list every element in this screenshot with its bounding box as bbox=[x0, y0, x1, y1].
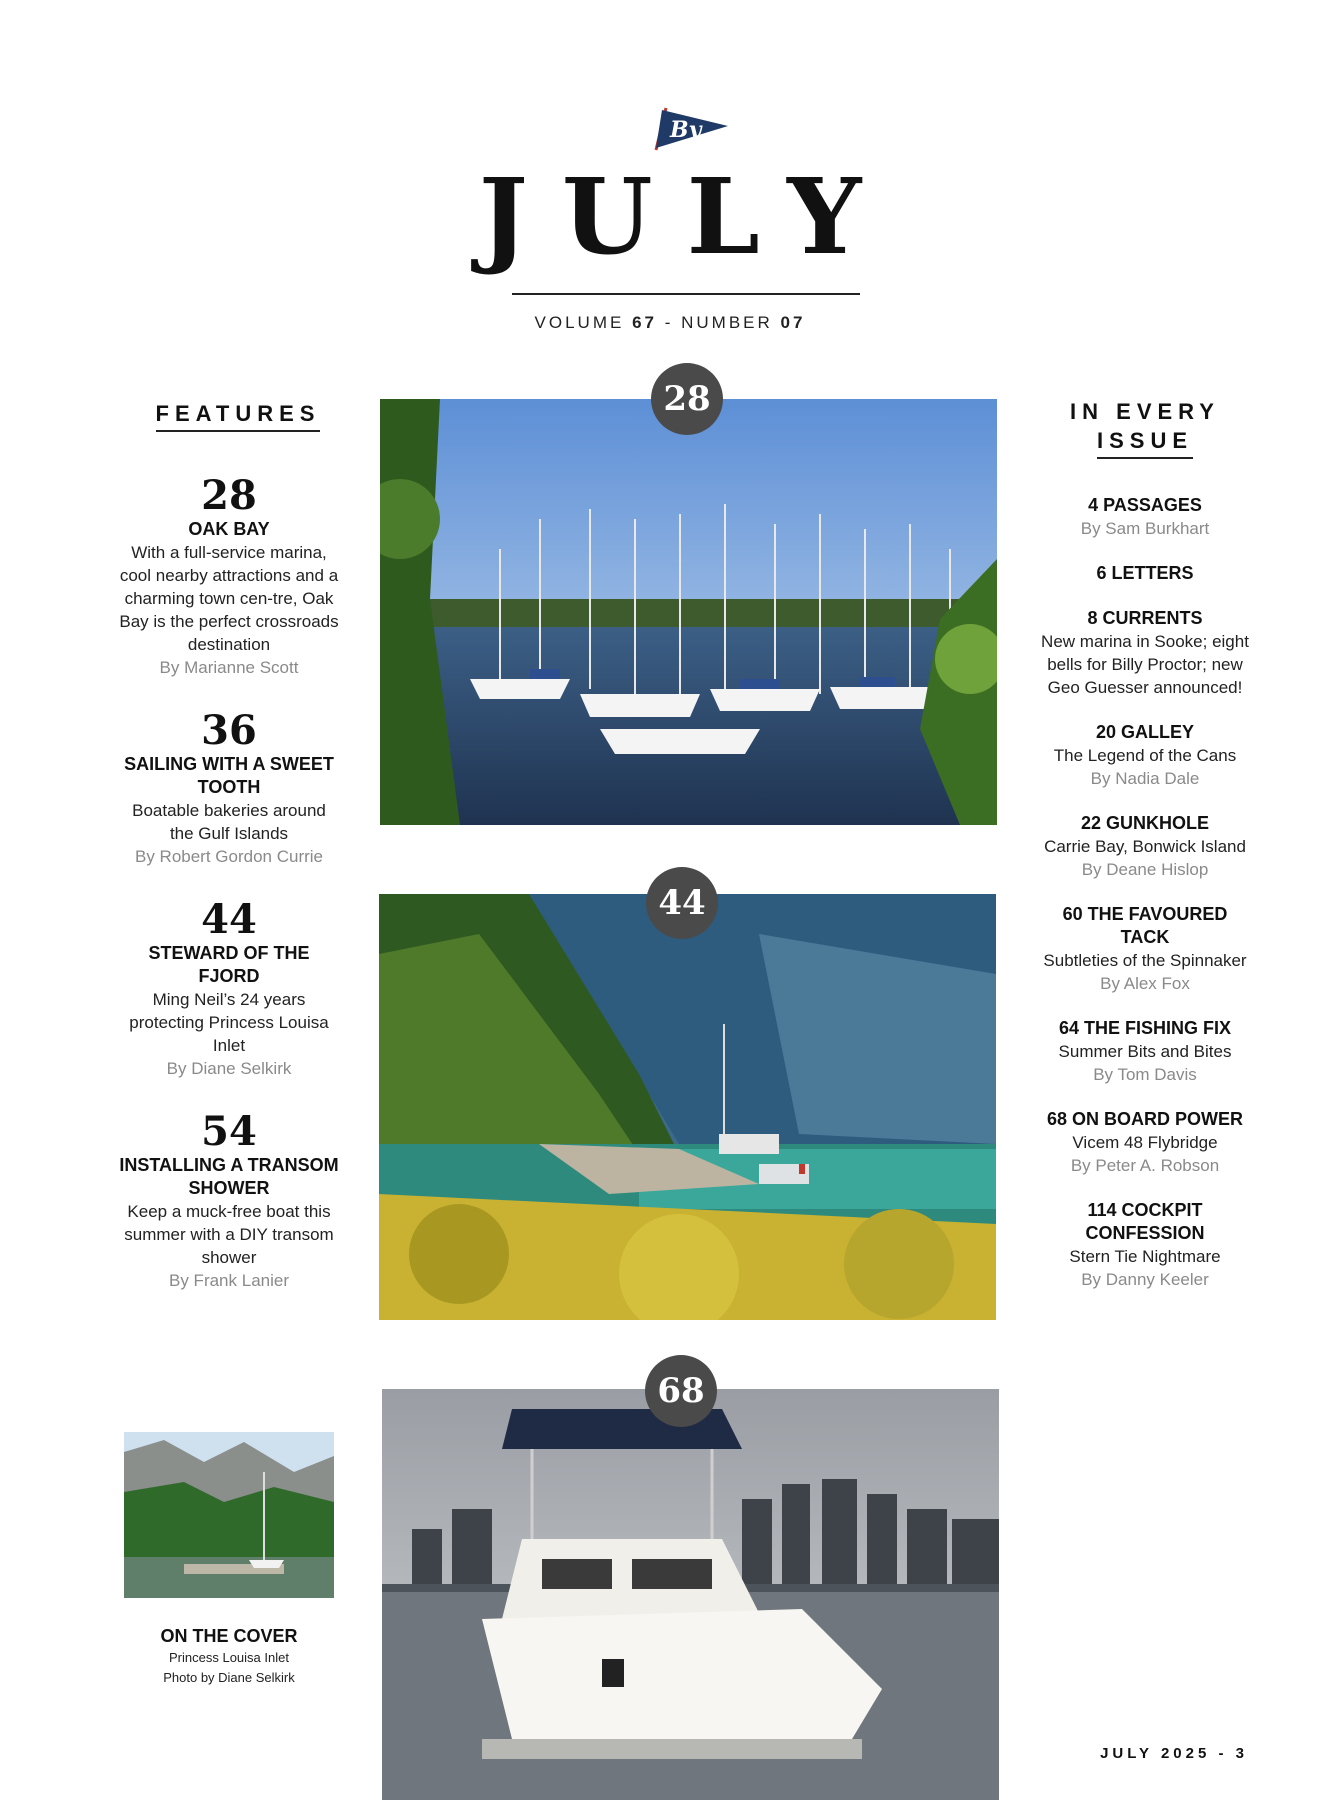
in-every-issue-list bbox=[1040, 494, 1250, 1313]
department-item[interactable] bbox=[1040, 1108, 1250, 1177]
feature-description: Keep a muck-free boat this summer with a DIY transom shower bbox=[124, 1202, 334, 1267]
powerboat-photo[interactable] bbox=[382, 1389, 999, 1800]
department-description: Carrie Bay, Bonwick Island bbox=[1044, 837, 1246, 856]
feature-byline: By Frank Lanier bbox=[169, 1271, 289, 1290]
department-item[interactable] bbox=[1040, 721, 1250, 790]
department-title: 20 GALLEY bbox=[1095, 722, 1195, 742]
cover-caption bbox=[118, 1624, 340, 1688]
feature-item[interactable] bbox=[118, 709, 340, 868]
feature-description: Ming Neil’s 24 years protecting Princess Louisa Inlet bbox=[129, 990, 329, 1055]
department-title: 22 GUNKHOLE bbox=[1080, 813, 1210, 833]
feature-page-number: 44 bbox=[201, 896, 257, 943]
in-every-issue-heading bbox=[1040, 397, 1250, 459]
department-byline: By Sam Burkhart bbox=[1080, 519, 1210, 538]
page-folio: JULY 2025 - 3 bbox=[1100, 1745, 1248, 1762]
cover-thumbnail[interactable] bbox=[124, 1432, 334, 1598]
volume-number: 67 bbox=[632, 313, 657, 332]
feature-page-number: 36 bbox=[201, 707, 257, 754]
marina-photo[interactable] bbox=[380, 399, 997, 825]
department-byline: By Peter A. Robson bbox=[1070, 1156, 1220, 1175]
in-every-issue-heading-line1: IN EVERY bbox=[1070, 399, 1220, 424]
feature-item[interactable] bbox=[118, 474, 340, 679]
department-item[interactable] bbox=[1040, 903, 1250, 995]
volume-separator: - bbox=[664, 313, 674, 332]
cover-photo-image bbox=[124, 1432, 334, 1598]
department-item[interactable] bbox=[1040, 812, 1250, 881]
feature-item[interactable] bbox=[118, 1110, 340, 1292]
issue-month: JULY bbox=[478, 155, 896, 278]
volume-label: VOLUME bbox=[534, 313, 625, 332]
department-item[interactable] bbox=[1040, 494, 1250, 540]
department-title: 8 CURRENTS bbox=[1087, 608, 1203, 628]
cover-location: Princess Louisa Inlet bbox=[169, 1650, 289, 1665]
feature-page-number: 28 bbox=[201, 472, 257, 519]
fjord-image bbox=[379, 894, 996, 1320]
magazine-logo bbox=[648, 104, 728, 152]
feature-byline: By Marianne Scott bbox=[159, 658, 299, 677]
department-byline: By Danny Keeler bbox=[1081, 1270, 1209, 1289]
photo-page-badge: 68 bbox=[645, 1355, 717, 1427]
department-description: New marina in Sooke; eight bells for Billy Proctor; new Geo Guesser announced! bbox=[1041, 632, 1249, 697]
number-label: NUMBER bbox=[681, 313, 773, 332]
department-byline: By Deane Hislop bbox=[1081, 860, 1209, 879]
feature-item[interactable] bbox=[118, 898, 340, 1080]
in-every-issue-heading-line2: ISSUE bbox=[1097, 426, 1193, 459]
department-description: Stern Tie Nightmare bbox=[1069, 1247, 1221, 1266]
department-byline: By Alex Fox bbox=[1100, 974, 1190, 993]
feature-byline: By Robert Gordon Currie bbox=[134, 847, 324, 866]
feature-byline: By Diane Selkirk bbox=[166, 1059, 292, 1078]
department-item[interactable] bbox=[1040, 562, 1250, 585]
feature-title: INSTALLING A TRANSOM SHOWER bbox=[119, 1155, 339, 1198]
logo-letters: By bbox=[670, 117, 702, 143]
marina-image bbox=[380, 399, 997, 825]
cover-title: ON THE COVER bbox=[160, 1626, 298, 1646]
department-title: 6 LETTERS bbox=[1096, 563, 1194, 583]
department-byline: By Nadia Dale bbox=[1090, 769, 1200, 788]
feature-title: OAK BAY bbox=[188, 519, 270, 539]
photo-page-badge: 28 bbox=[651, 363, 723, 435]
department-item[interactable] bbox=[1040, 1199, 1250, 1291]
feature-title: SAILING WITH A SWEET TOOTH bbox=[124, 754, 334, 797]
fjord-photo[interactable] bbox=[379, 894, 996, 1320]
department-title: 60 THE FAVOURED TACK bbox=[1062, 904, 1228, 947]
powerboat-image bbox=[382, 1389, 999, 1800]
department-title: 114 COCKPIT CONFESSION bbox=[1085, 1200, 1205, 1243]
department-title: 64 THE FISHING FIX bbox=[1058, 1018, 1232, 1038]
department-description: Subtleties of the Spinnaker bbox=[1043, 951, 1247, 970]
feature-description: Boatable bakeries around the Gulf Islands bbox=[132, 801, 326, 843]
cover-credit: Photo by Diane Selkirk bbox=[163, 1670, 295, 1685]
photo-page-badge: 44 bbox=[646, 867, 718, 939]
pennant-flag-icon bbox=[648, 104, 728, 152]
issue-number: 07 bbox=[780, 313, 806, 332]
masthead-divider bbox=[512, 293, 860, 295]
features-heading: FEATURES bbox=[128, 399, 348, 432]
volume-line bbox=[0, 313, 1340, 333]
feature-page-number: 54 bbox=[201, 1108, 257, 1155]
feature-title: STEWARD OF THE FJORD bbox=[148, 943, 310, 986]
features-list bbox=[118, 474, 340, 1322]
department-title: 68 ON BOARD POWER bbox=[1046, 1109, 1244, 1129]
department-description: Summer Bits and Bites bbox=[1058, 1042, 1232, 1061]
department-item[interactable] bbox=[1040, 607, 1250, 699]
department-description: Vicem 48 Flybridge bbox=[1072, 1133, 1218, 1152]
department-byline: By Tom Davis bbox=[1093, 1065, 1197, 1084]
department-description: The Legend of the Cans bbox=[1053, 746, 1237, 765]
department-title: 4 PASSAGES bbox=[1088, 495, 1202, 515]
feature-description: With a full-service marina, cool nearby attractions and a charming town cen-tre, Oak Bay is the perfect crossroads destination bbox=[119, 543, 339, 654]
department-item[interactable] bbox=[1040, 1017, 1250, 1086]
